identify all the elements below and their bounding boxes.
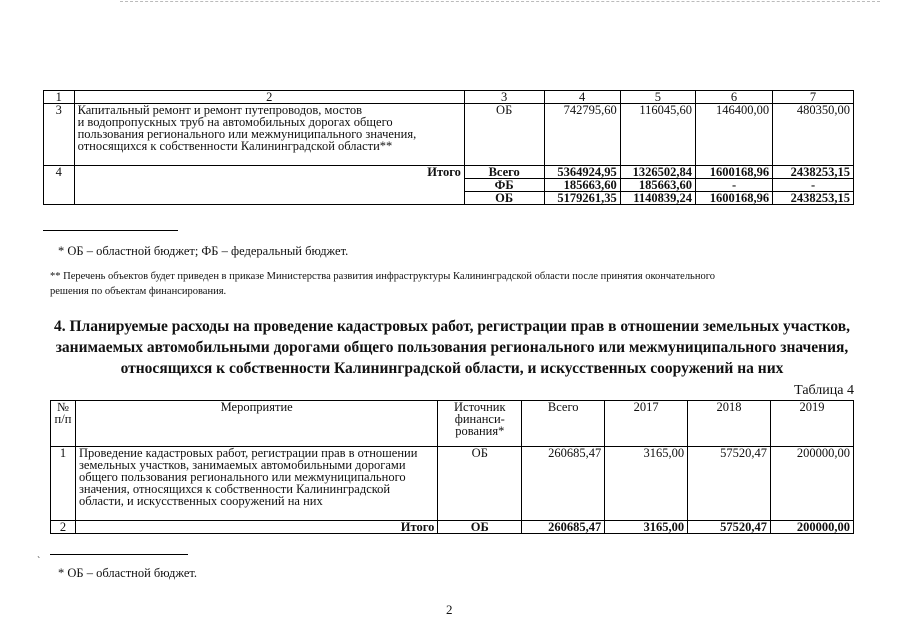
header-funding-source [438, 401, 522, 447]
table-row [44, 104, 854, 166]
section-heading [50, 316, 854, 379]
row-number: 3 [44, 104, 75, 166]
funding-source: ОБ [438, 521, 522, 534]
year-value: 3165,00 [605, 447, 688, 521]
header-col-1: 1 [44, 91, 75, 104]
header-total: Всего [522, 401, 605, 447]
year-value: 2438253,15 [773, 192, 854, 205]
row-number: 4 [44, 166, 75, 205]
total-value: 260685,47 [522, 521, 605, 534]
year-value: 3165,00 [605, 521, 688, 534]
description-line: значения, относящихся к собственности Калининградской [78, 482, 391, 496]
table-caption: Таблица 4 [794, 383, 854, 398]
page-number: 2 [446, 602, 453, 617]
funding-source: ФБ [464, 179, 544, 192]
header-line: финанси- [454, 412, 505, 426]
header-line: рования* [455, 424, 505, 438]
table-header-row [51, 401, 854, 447]
total-value: 185663,60 [544, 179, 620, 192]
totals-row [51, 521, 854, 534]
totals-label: Итого [74, 166, 464, 205]
activity-description [75, 447, 437, 521]
header-col-2: 2 [74, 91, 464, 104]
year-value: - [773, 179, 854, 192]
cadastral-works-table [50, 400, 854, 534]
footnote-separator [43, 230, 178, 231]
footnote-budget-abbreviations: * ОБ – областной бюджет; ФБ – федеральный бюджет. [58, 244, 349, 258]
footnote-separator [50, 554, 188, 555]
year-value: 200000,00 [771, 447, 854, 521]
total-value: 742795,60 [544, 104, 620, 166]
header-line: Источник [454, 400, 506, 414]
heading-line: 4. Планируемые расходы на проведение кадастровых работ, регистрации прав в отношении земельных участков, [53, 318, 851, 335]
heading-line: занимаемых автомобильными дорогами общего пользования регионального или межмуниципального значения, [55, 339, 849, 356]
header-col-3: 3 [464, 91, 544, 104]
year-value: - [695, 179, 772, 192]
year-value: 146400,00 [695, 104, 772, 166]
footnote-budget-abbreviation: * ОБ – областной бюджет. [58, 566, 198, 580]
footnote-line: ** Перечень объектов будет приведен в приказе Министерства развития инфраструктуры Калининградской области после принятия окончательного [50, 271, 716, 282]
stray-mark: ` [37, 556, 41, 567]
footnote-line: решения по объектам финансирования. [50, 286, 227, 297]
activity-description [74, 104, 464, 166]
description-line: пользования регионального или межмуниципального значения, [77, 127, 417, 141]
footnote-object-list [50, 269, 860, 299]
year-value: 57520,47 [688, 447, 771, 521]
year-value: 1600168,96 [695, 166, 772, 179]
budget-table-continued [43, 90, 854, 205]
total-value: 5364924,95 [544, 166, 620, 179]
header-col-4: 4 [544, 91, 620, 104]
year-value: 1326502,84 [620, 166, 695, 179]
totals-label: Итого [75, 521, 437, 534]
table-header-row [44, 91, 854, 104]
header-col-7: 7 [773, 91, 854, 104]
header-line: № [57, 400, 69, 414]
table-row [51, 447, 854, 521]
header-line: п/п [54, 412, 72, 426]
year-value: 1600168,96 [695, 192, 772, 205]
row-number: 2 [51, 521, 76, 534]
year-value: 480350,00 [773, 104, 854, 166]
description-line: земельных участков, занимаемых автомобильными дорогами [78, 458, 406, 472]
year-value: 116045,60 [620, 104, 695, 166]
year-value: 2438253,15 [773, 166, 854, 179]
header-col-6: 6 [695, 91, 772, 104]
total-value: 260685,47 [522, 447, 605, 521]
year-value: 57520,47 [688, 521, 771, 534]
total-value: 5179261,35 [544, 192, 620, 205]
funding-source: Всего [464, 166, 544, 179]
description-line: общего пользования регионального или межмуниципального [78, 470, 406, 484]
funding-source: ОБ [464, 104, 544, 166]
header-year-2018: 2018 [688, 401, 771, 447]
description-line: и водопропускных труб на автомобильных дорогах общего [77, 115, 393, 129]
totals-row [44, 166, 854, 179]
row-number: 1 [51, 447, 76, 521]
header-year-2017: 2017 [605, 401, 688, 447]
header-col-5: 5 [620, 91, 695, 104]
year-value: 1140839,24 [620, 192, 695, 205]
header-activity: Мероприятие [75, 401, 437, 447]
header-year-2019: 2019 [771, 401, 854, 447]
header-number [51, 401, 76, 447]
funding-source: ОБ [464, 192, 544, 205]
year-value: 185663,60 [620, 179, 695, 192]
description-line: Капитальный ремонт и ремонт путепроводов, мостов [77, 103, 363, 117]
description-line: относящихся к собственности Калининградской области** [77, 139, 393, 153]
heading-line: относящихся к собственности Калининградской области, и искусственных сооружений на них [120, 360, 784, 377]
top-scan-edge [120, 1, 880, 3]
description-line: области, и искусственных сооружений на них [78, 494, 323, 508]
description-line: Проведение кадастровых работ, регистрации прав в отношении [78, 446, 418, 460]
funding-source: ОБ [438, 447, 522, 521]
year-value: 200000,00 [771, 521, 854, 534]
